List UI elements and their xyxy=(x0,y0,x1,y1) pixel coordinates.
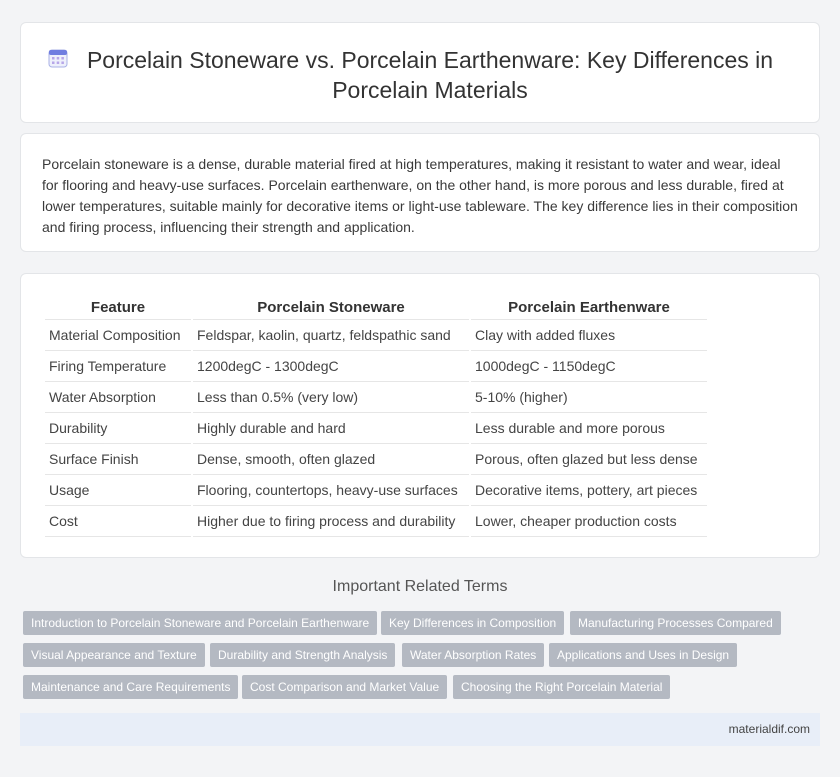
header-stoneware: Porcelain Stoneware xyxy=(193,295,469,320)
header-feature: Feature xyxy=(45,295,191,320)
table-cell: Cost xyxy=(45,506,191,537)
related-tag[interactable]: Manufacturing Processes Compared xyxy=(570,611,781,635)
table-cell: Decorative items, pottery, art pieces xyxy=(471,475,707,506)
header-earthenware: Porcelain Earthenware xyxy=(471,295,707,320)
table-row xyxy=(45,506,707,537)
intro-paragraph: Porcelain stoneware is a dense, durable material fired at high temperatures, making it resistant to water and wear, ideal for flooring and heavy-use surfaces. Porcelain earthenware, on the other hand, is more porous and less durable, fired at lower temperatures, suitable mainly for decorative items or light-use tableware. The key difference lies in their composition and firing process, influencing their strength and application. xyxy=(42,156,798,235)
related-tag[interactable]: Introduction to Porcelain Stoneware and Porcelain Earthenware xyxy=(23,611,377,635)
table-row xyxy=(45,382,707,413)
table-cell: Clay with added fluxes xyxy=(471,320,707,351)
footer xyxy=(20,713,820,746)
related-tag[interactable]: Maintenance and Care Requirements xyxy=(23,675,238,699)
table-cell: Water Absorption xyxy=(45,382,191,413)
table-cell: Less than 0.5% (very low) xyxy=(193,382,469,413)
table-cell: Lower, cheaper production costs xyxy=(471,506,707,537)
related-tag[interactable]: Applications and Uses in Design xyxy=(549,643,737,667)
table-cell: 5-10% (higher) xyxy=(471,382,707,413)
table-cell: Higher due to firing process and durability xyxy=(193,506,469,537)
table-header-row xyxy=(45,295,707,320)
table-cell: Durability xyxy=(45,413,191,444)
related-terms-title: Important Related Terms xyxy=(332,578,508,595)
page-title: Porcelain Stoneware vs. Porcelain Earthenware: Key Differences in Porcelain Materials xyxy=(86,47,774,103)
related-tag[interactable]: Water Absorption Rates xyxy=(402,643,544,667)
table-row xyxy=(45,320,707,351)
related-tag[interactable]: Choosing the Right Porcelain Material xyxy=(453,675,670,699)
table-cell: Flooring, countertops, heavy-use surfaces xyxy=(193,475,469,506)
table-row xyxy=(45,413,707,444)
footer-site[interactable]: materialdif.com xyxy=(728,722,810,736)
table-row xyxy=(45,475,707,506)
title-card xyxy=(20,22,820,123)
table-row xyxy=(45,351,707,382)
related-tag[interactable]: Visual Appearance and Texture xyxy=(23,643,205,667)
table-cell: Usage xyxy=(45,475,191,506)
table-card xyxy=(20,273,820,558)
related-tag[interactable]: Durability and Strength Analysis xyxy=(210,643,395,667)
table-cell: Dense, smooth, often glazed xyxy=(193,444,469,475)
table-cell: Less durable and more porous xyxy=(471,413,707,444)
table-row xyxy=(45,444,707,475)
table-cell: Surface Finish xyxy=(45,444,191,475)
comparison-table xyxy=(43,295,709,537)
table-cell: Firing Temperature xyxy=(45,351,191,382)
table-cell: Porous, often glazed but less dense xyxy=(471,444,707,475)
table-cell: 1200degC - 1300degC xyxy=(193,351,469,382)
table-cell: Material Composition xyxy=(45,320,191,351)
table-cell: Highly durable and hard xyxy=(193,413,469,444)
related-tag[interactable]: Key Differences in Composition xyxy=(381,611,564,635)
intro-card xyxy=(20,133,820,252)
related-tag[interactable]: Cost Comparison and Market Value xyxy=(242,675,447,699)
table-cell: 1000degC - 1150degC xyxy=(471,351,707,382)
table-cell: Feldspar, kaolin, quartz, feldspathic sand xyxy=(193,320,469,351)
